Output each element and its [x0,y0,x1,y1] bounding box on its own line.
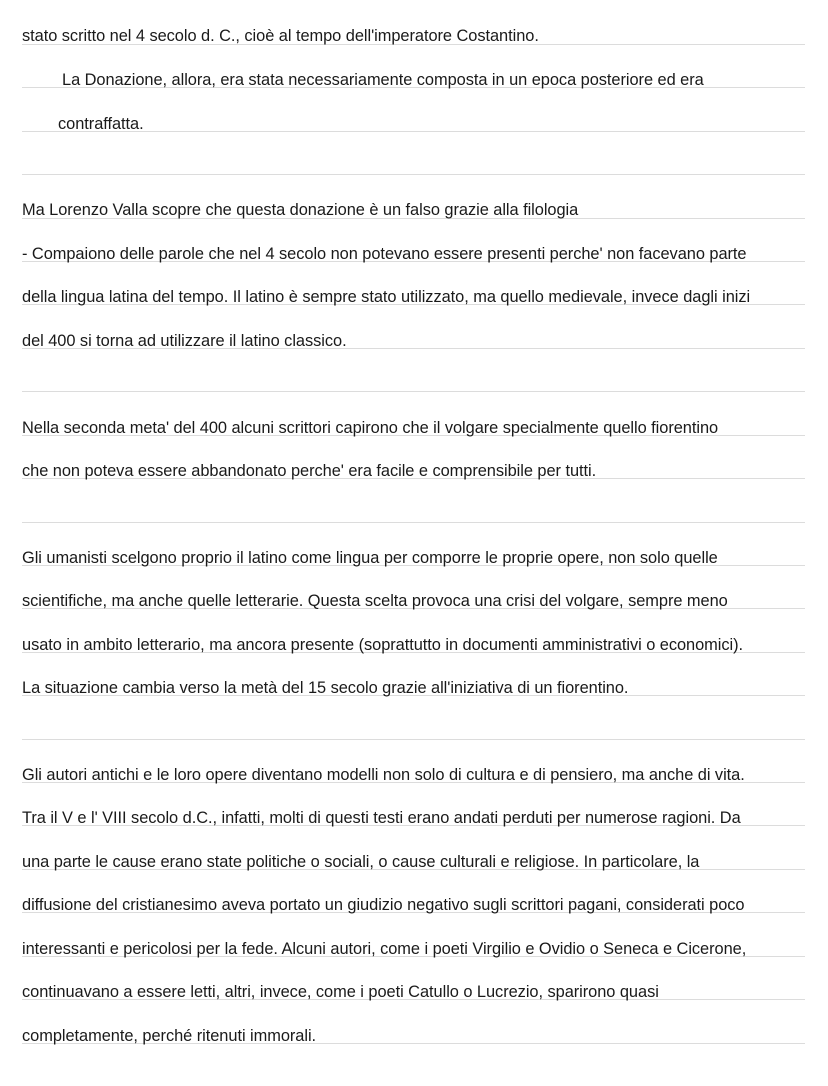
ruled-line [22,391,805,392]
text-line: completamente, perché ritenuti immorali. [22,1027,317,1045]
text-line: Gli autori antichi e le loro opere diventano modelli non solo di cultura e di pensiero, ma anche di vita. [22,766,745,784]
ruled-line [22,522,805,523]
text-line: usato in ambito letterario, ma ancora presente (soprattutto in documenti amministrativi o economici). [22,636,744,654]
ruled-line [22,174,805,175]
ruled-line [22,739,805,740]
text-line: - Compaiono delle parole che nel 4 secolo non potevano essere presenti perche' non facevano parte [22,245,747,263]
text-line: Tra il V e l' VIII secolo d.C., infatti, molti di questi testi erano andati perduti per numerose ragioni. Da [22,809,741,827]
text-line: Ma Lorenzo Valla scopre che questa donazione è un falso grazie alla filologia [22,201,579,219]
text-line: continuavano a essere letti, altri, invece, come i poeti Catullo o Lucrezio, sparirono quasi [22,983,659,1001]
text-line: diffusione del cristianesimo aveva portato un giudizio negativo sugli scrittori pagani, considerati poco [22,896,745,914]
text-line: Gli umanisti scelgono proprio il latino come lingua per comporre le proprie opere, non solo quelle [22,549,718,567]
text-line: una parte le cause erano state politiche o sociali, o cause culturali e religiose. In particolare, la [22,853,700,871]
text-line: La situazione cambia verso la metà del 15 secolo grazie all'iniziativa di un fiorentino. [22,679,629,697]
text-line: La Donazione, allora, era stata necessariamente composta in un epoca posteriore ed era [62,71,704,89]
text-line: della lingua latina del tempo. Il latino è sempre stato utilizzato, ma quello medievale, invece dagli inizi [22,288,751,306]
text-line: stato scritto nel 4 secolo d. C., cioè al tempo dell'imperatore Costantino. [22,27,539,45]
text-line: contraffatta. [58,115,144,133]
text-line: Nella seconda meta' del 400 alcuni scrittori capirono che il volgare specialmente quello fiorentino [22,419,719,437]
text-line: scientifiche, ma anche quelle letterarie. Questa scelta provoca una crisi del volgare, sempre meno [22,592,728,610]
text-line: interessanti e pericolosi per la fede. Alcuni autori, come i poeti Virgilio e Ovidio o Seneca e Cicerone, [22,940,747,958]
text-line: del 400 si torna ad utilizzare il latino classico. [22,332,347,350]
text-line: che non poteva essere abbandonato perche' era facile e comprensibile per tutti. [22,462,597,480]
